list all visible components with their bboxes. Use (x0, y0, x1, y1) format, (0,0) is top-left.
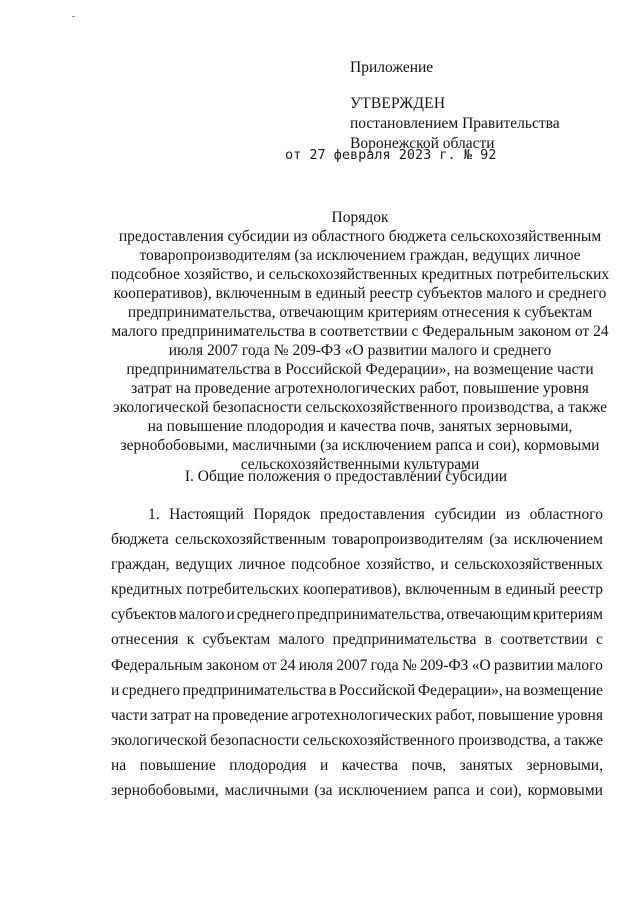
title-heading: Порядок (331, 209, 389, 226)
section-heading: I. Общие положения о предоставлении субсидии (184, 468, 508, 485)
scan-mark (72, 16, 75, 17)
approved-by-line-1: постановлением Правительства (350, 115, 560, 132)
paragraph-line: Федеральным законом от 24 июля 2007 года № 209-ФЗ «О развитии малого (111, 656, 603, 674)
title-line: на повышение плодородия и качества почв, занятых зерновыми, (147, 418, 573, 435)
title-line: экологической безопасности сельскохозяйственного производства, а также (113, 399, 607, 416)
paragraph-line: 1. Настоящий Порядок предоставления субсидии из областного (148, 506, 603, 523)
appendix-label: Приложение (350, 59, 434, 76)
paragraph-line: бюджета сельскохозяйственным товаропроизводителям (за исключением (111, 531, 603, 549)
paragraph-line: субъектов малого и среднего предпринимательства, отвечающим критериям (111, 606, 603, 624)
paragraph-line: экологической безопасности сельскохозяйственного производства, а также (111, 731, 603, 749)
title-line: зернобобовыми, масличными (за исключением рапса и сои), кормовыми (120, 437, 600, 454)
paragraph-line: и среднего предпринимательства в Российской Федерации», на возмещение (111, 681, 603, 699)
approved-by-line-2: Воронежской области (350, 135, 495, 152)
title-line: сельскохозяйственными культурами (240, 456, 480, 473)
title-line: июля 2007 года № 209-ФЗ «О развитии малого и среднего (168, 342, 552, 359)
title-line: товаропроизводителям (за исключением граждан, ведущих личное (139, 247, 581, 264)
title-line: кооперативов), включенным в единый реестр субъектов малого и среднего (113, 285, 607, 302)
paragraph-line: зернобобовыми, масличными (за исключением рапса и сои), кормовыми (111, 782, 603, 800)
approval-block (350, 58, 560, 154)
approved-label: УТВЕРЖДЕН (350, 95, 446, 112)
title-line: затрат на проведение агротехнологических работ, повышение уровня (131, 380, 589, 397)
title-line: подсобное хозяйство, и сельскохозяйственных кредитных потребительских (110, 266, 610, 283)
document-title (60, 208, 640, 474)
paragraph-line: отнесения к субъектам малого предпринимательства в соответствии с (111, 631, 603, 649)
paragraph-line: граждан, ведущих личное подсобное хозяйство, и сельскохозяйственных (111, 556, 603, 574)
decree-date-number: от 27 февраля 2023 г. № 92 (285, 147, 497, 163)
paragraph-line: части затрат на проведение агротехнологических работ, повышение уровня (111, 706, 603, 724)
title-line: предпринимательства в Российской Федерации», на возмещение части (126, 361, 594, 378)
paragraph-line: на повышение плодородия и качества почв, занятых зерновыми, (111, 756, 603, 774)
title-line: малого предпринимательства в соответствии с Федеральным законом от 24 (111, 323, 609, 340)
title-line: предпринимательства, отвечающим критериям отнесения к субъектам (127, 304, 593, 321)
paragraph-line: кредитных потребительских кооперативов), включенным в единый реестр (111, 581, 603, 599)
title-line: предоставления субсидии из областного бюджета сельскохозяйственным (118, 228, 602, 245)
paragraph-1 (111, 502, 603, 803)
